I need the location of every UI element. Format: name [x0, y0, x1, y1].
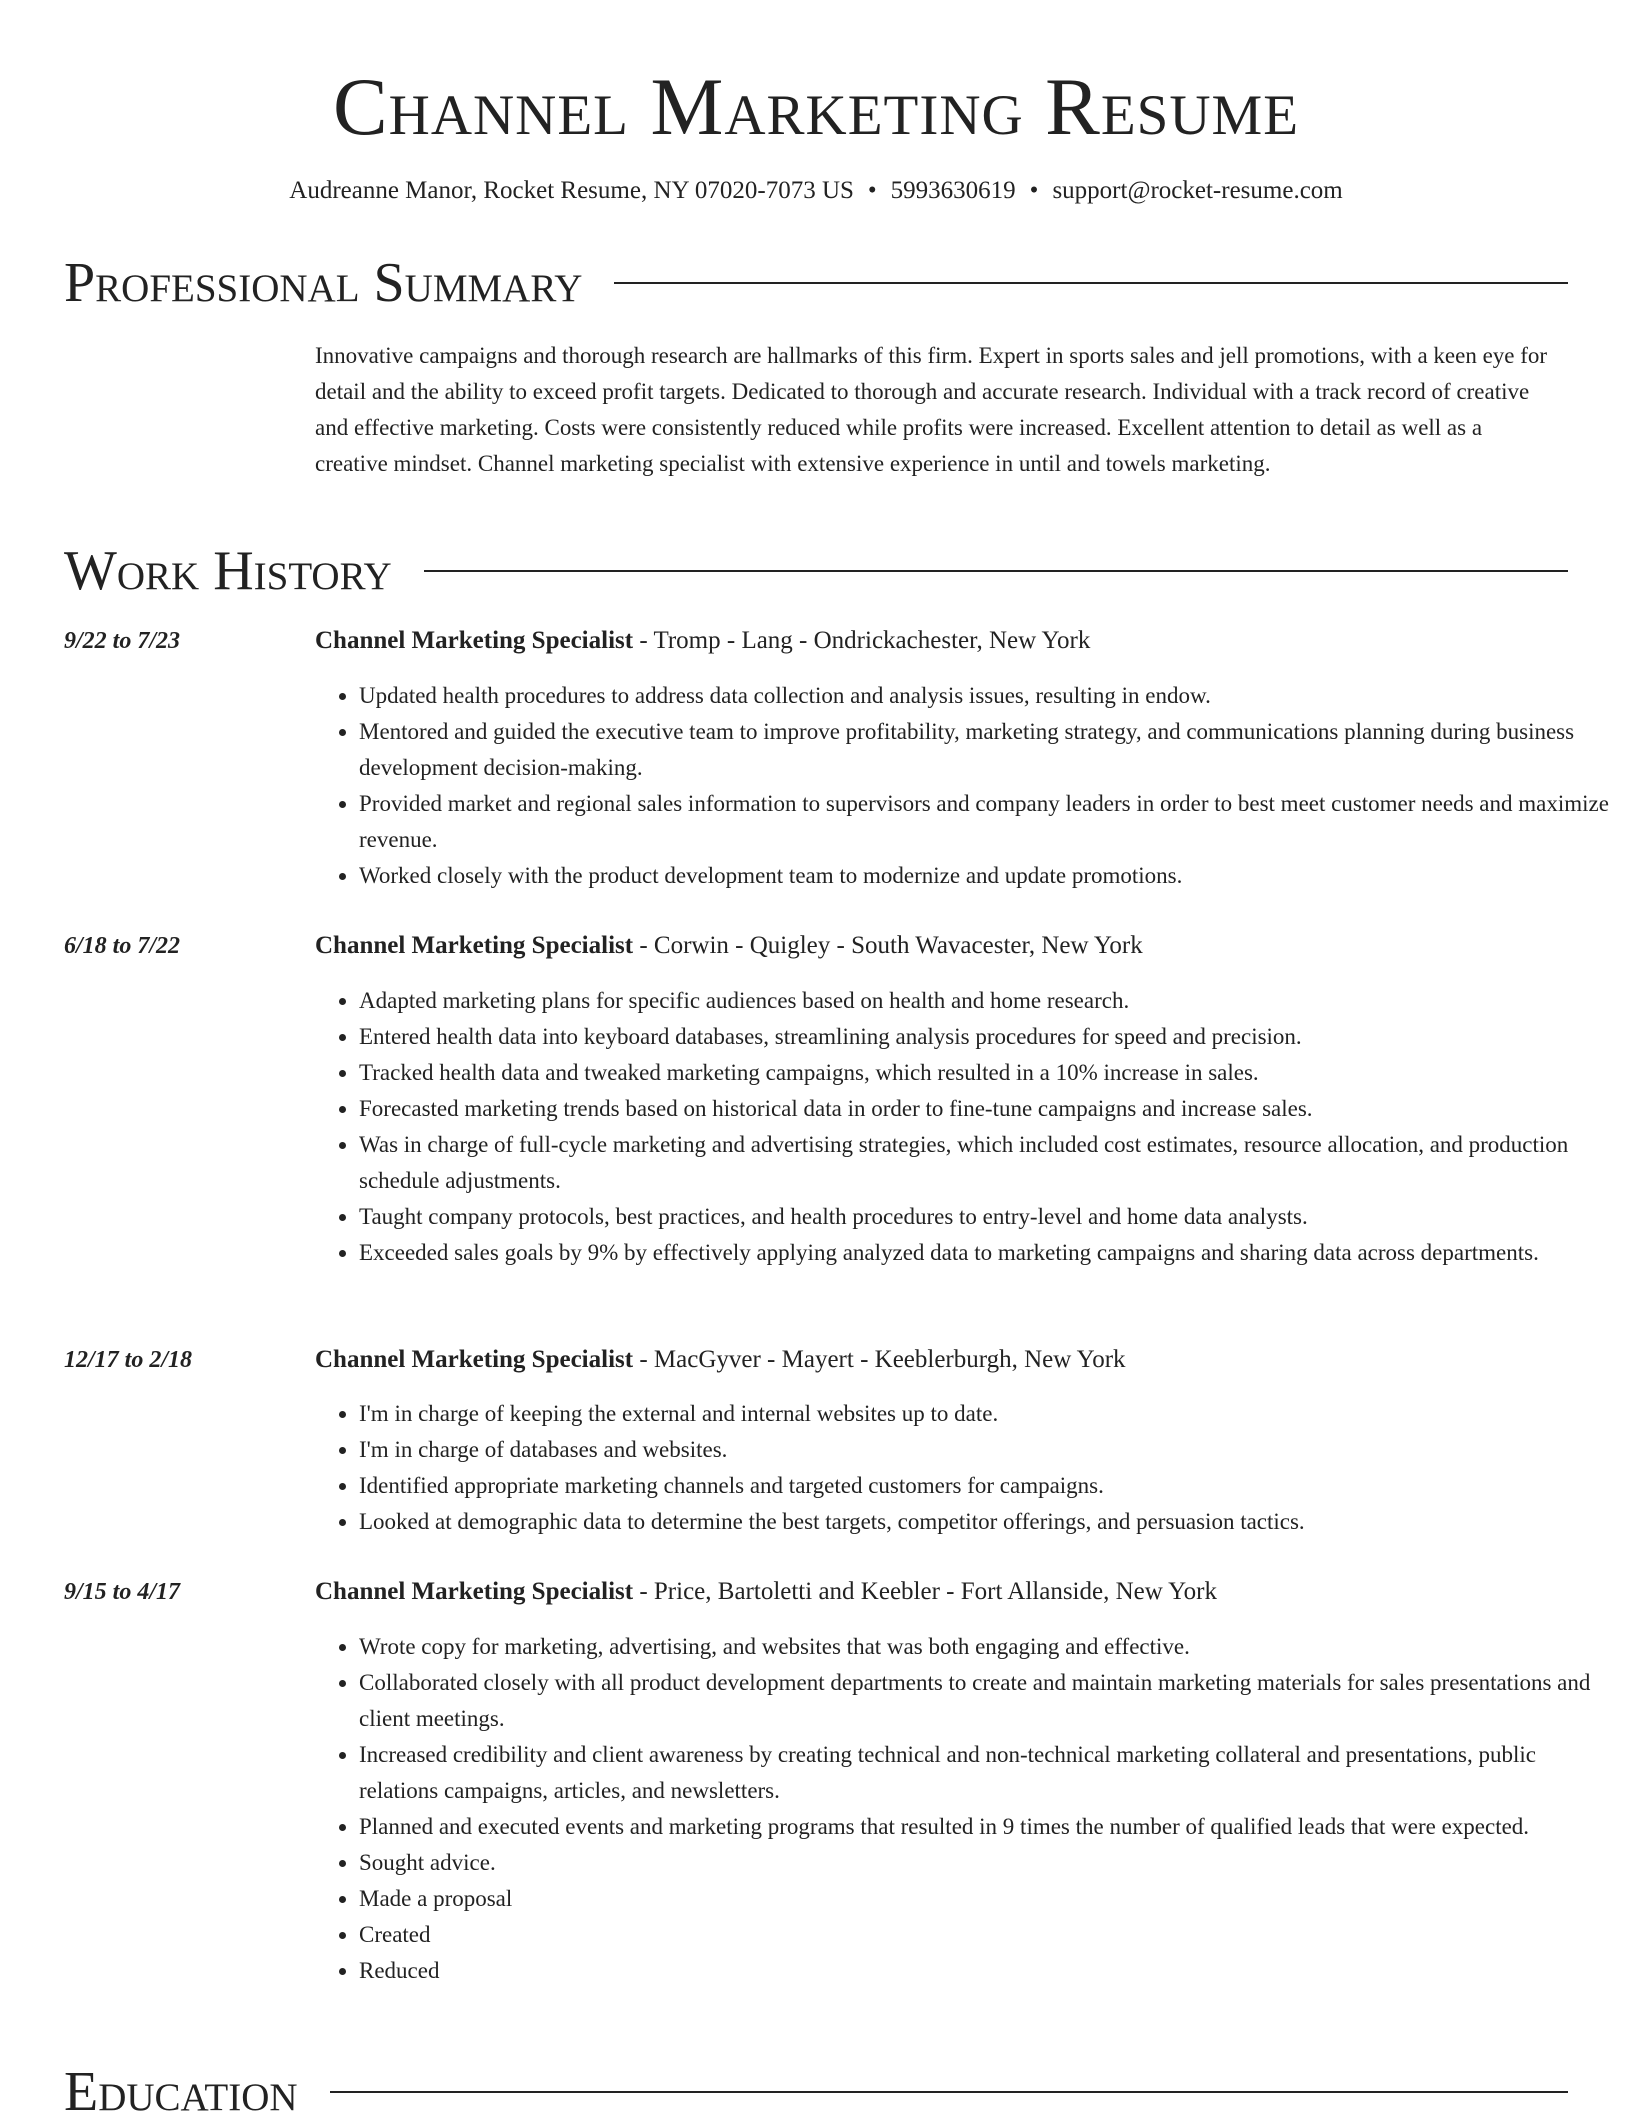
section-divider [614, 282, 1568, 284]
job-employer: - Price, Bartoletti and Keebler - Fort Allanside, New York [633, 1578, 1217, 1605]
job-header [315, 930, 1143, 962]
bullet-item: • Looked at demographic data to determine the best targets, competitor offerings, and persuasion tactics. [359, 1504, 1609, 1540]
bullet-item: • Increased credibility and client awareness by creating technical and non-technical marketing collateral and presentations, public relations campaigns, articles, and newsletters. [359, 1737, 1609, 1809]
job-bullets [315, 678, 1609, 894]
bullet-item: • Forecasted marketing trends based on historical data in order to fine-tune campaigns and increase sales. [359, 1091, 1609, 1127]
bullet-item: • Adapted marketing plans for specific audiences based on health and home research. [359, 983, 1609, 1019]
bullet-item: • Mentored and guided the executive team to improve profitability, marketing strategy, and communications planning during business development decision-making. [359, 714, 1609, 786]
section-title-work: Work History [64, 540, 392, 602]
bullet-item: • Sought advice. [359, 1845, 1609, 1881]
contact-separator: • [1029, 177, 1039, 204]
bullet-item: • Taught company protocols, best practices, and health procedures to entry-level and home data analysts. [359, 1199, 1609, 1235]
bullet-item: • Reduced [359, 1953, 1609, 1989]
contact-address: Audreanne Manor, Rocket Resume, NY 07020-7073 US [289, 177, 854, 204]
section-title-summary: Professional Summary [64, 252, 583, 314]
job-employer: - Tromp - Lang - Ondrickachester, New York [633, 627, 1091, 654]
job-dates: 9/15 to 4/17 [64, 1579, 181, 1605]
bullet-item: • I'm in charge of keeping the external and internal websites up to date. [359, 1396, 1609, 1432]
contact-line [0, 175, 1632, 207]
job-title: Channel Marketing Specialist [315, 1578, 634, 1605]
job-header [315, 1576, 1217, 1608]
bullet-item: • Exceeded sales goals by 9% by effectively applying analyzed data to marketing campaigns and sharing data across departments. [359, 1235, 1609, 1271]
job-dates: 12/17 to 2/18 [64, 1347, 193, 1373]
job-bullets [315, 1396, 1609, 1540]
section-header-education [64, 2061, 1568, 2123]
job-bullets [315, 1629, 1609, 1989]
bullet-item: • Collaborated closely with all product development departments to create and maintain marketing materials for sales presentations and client meetings. [359, 1665, 1609, 1737]
section-header-summary [64, 252, 1568, 314]
bullet-item: • Tracked health data and tweaked marketing campaigns, which resulted in a 10% increase in sales. [359, 1055, 1609, 1091]
page-title: Channel Marketing Resume [332, 61, 1300, 152]
job-employer: - MacGyver - Mayert - Keeblerburgh, New York [633, 1346, 1126, 1373]
job-bullets [315, 983, 1609, 1271]
contact-separator: • [867, 177, 877, 204]
bullet-item: • Made a proposal [359, 1881, 1609, 1917]
bullet-item: • I'm in charge of databases and websites. [359, 1432, 1609, 1468]
job-title: Channel Marketing Specialist [315, 627, 634, 654]
bullet-item: • Identified appropriate marketing channels and targeted customers for campaigns. [359, 1468, 1609, 1504]
bullet-item: • Entered health data into keyboard databases, streamlining analysis procedures for speed and precision. [359, 1019, 1609, 1055]
contact-phone: 5993630619 [890, 177, 1016, 204]
job-header [315, 1344, 1126, 1376]
section-title-education: Education [64, 2061, 298, 2123]
bullet-item: • Updated health procedures to address data collection and analysis issues, resulting in endow. [359, 678, 1609, 714]
bullet-item: • Was in charge of full-cycle marketing and advertising strategies, which included cost estimates, resource allocation, and production schedule adjustments. [359, 1127, 1609, 1199]
summary-text: Innovative campaigns and thorough research are hallmarks of this firm. Expert in sports sales and jell promotions, with a keen eye for detail and the ability to exceed profit targets. Dedicated to thorough and accurate research. Individual with a track record of creative and effective marketing. Costs were consistently reduced while profits were increased. Excellent attention to detail as well as a creative mindset. Channel marketing specialist with extensive experience in until and towels marketing. [315, 343, 1548, 476]
section-divider [330, 2091, 1568, 2093]
bullet-item: • Worked closely with the product development team to modernize and update promotions. [359, 858, 1609, 894]
section-divider [424, 570, 1568, 572]
job-dates: 6/18 to 7/22 [64, 933, 181, 959]
bullet-item: • Provided market and regional sales information to supervisors and company leaders in order to best meet customer needs and maximize revenue. [359, 786, 1609, 858]
job-dates: 9/22 to 7/23 [64, 628, 181, 654]
bullet-item: • Planned and executed events and marketing programs that resulted in 9 times the number of qualified leads that were expected. [359, 1809, 1609, 1845]
job-title: Channel Marketing Specialist [315, 1346, 634, 1373]
job-title: Channel Marketing Specialist [315, 932, 634, 959]
bullet-item: • Wrote copy for marketing, advertising, and websites that was both engaging and effective. [359, 1629, 1609, 1665]
section-header-work [64, 540, 1568, 602]
job-header [315, 625, 1090, 657]
job-employer: - Corwin - Quigley - South Wavacester, New York [633, 932, 1143, 959]
bullet-item: • Created [359, 1917, 1609, 1953]
contact-email: support@rocket-resume.com [1052, 177, 1343, 204]
